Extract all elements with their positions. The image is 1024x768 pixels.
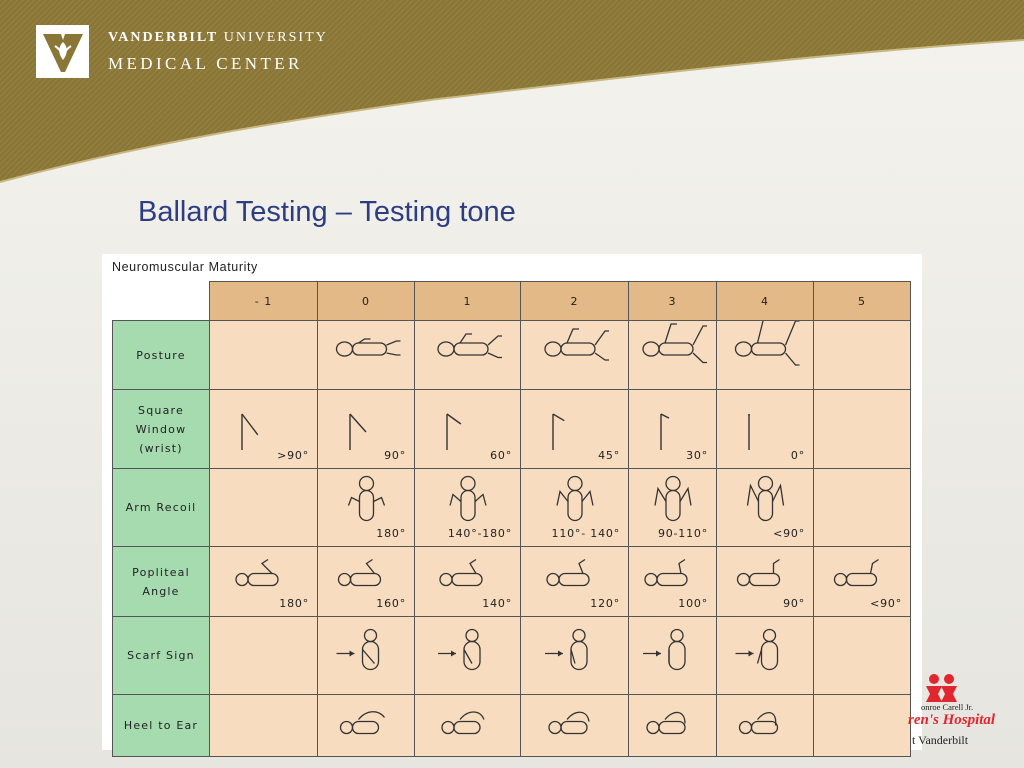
slide-title: Ballard Testing – Testing tone (138, 196, 516, 228)
brand-university (108, 30, 328, 46)
score-cell (717, 547, 814, 617)
table-row (113, 321, 911, 390)
score-cell (717, 695, 814, 757)
score-header: 4 (717, 282, 814, 321)
angle-label: 110°- 140° (551, 527, 620, 540)
score-cell (318, 469, 415, 547)
angle-label: 140°-180° (447, 527, 512, 540)
score-cell (210, 469, 318, 547)
score-cell (210, 390, 318, 469)
score-cell (521, 695, 629, 757)
score-cell (415, 469, 521, 547)
maneuver-illustration (318, 321, 415, 389)
maneuver-illustration (521, 321, 629, 389)
score-cell (210, 695, 318, 757)
score-cell (814, 617, 911, 695)
row-label (113, 695, 210, 757)
angle-label: 160° (376, 597, 406, 610)
maneuver-illustration (318, 695, 415, 756)
score-header: - 1 (210, 282, 318, 321)
row-label (113, 469, 210, 547)
brand-medical-center: MEDICAL CENTER (108, 54, 303, 73)
maneuver-illustration (415, 321, 521, 389)
maneuver-illustration (629, 617, 717, 694)
childrens-hospital-line2: ren's Hospital (908, 712, 996, 728)
childrens-hospital-line1: onroe Carell Jr. (921, 702, 974, 712)
score-cell (318, 321, 415, 390)
row-label (113, 547, 210, 617)
row-label (113, 321, 210, 390)
score-cell (318, 390, 415, 469)
angle-label: 140° (482, 597, 512, 610)
score-cell (415, 321, 521, 390)
score-cell (318, 547, 415, 617)
score-cell (415, 547, 521, 617)
corner-cell (113, 282, 210, 321)
angle-label: 0° (790, 449, 805, 462)
maneuver-illustration (717, 695, 814, 756)
score-cell (814, 547, 911, 617)
brand-vanderbilt: VANDERBILT (108, 30, 219, 45)
score-header: 2 (521, 282, 629, 321)
row-label-line: Window (135, 422, 187, 436)
score-cell (629, 617, 717, 695)
table-row (113, 617, 911, 695)
table-row (113, 469, 911, 547)
maneuver-illustration (717, 321, 814, 389)
angle-label: 30° (686, 449, 708, 462)
score-cell (210, 547, 318, 617)
maneuver-illustration (521, 617, 629, 694)
angle-label: 90-110° (657, 527, 708, 540)
score-cell (629, 547, 717, 617)
score-cell (629, 695, 717, 757)
angle-label: >90° (277, 449, 309, 462)
score-cell (521, 469, 629, 547)
row-label-line: Angle (142, 584, 180, 598)
angle-label: 45° (598, 449, 620, 462)
vanderbilt-logo (36, 25, 89, 78)
table-row (113, 390, 911, 469)
angle-label: 90° (384, 449, 406, 462)
maneuver-illustration (318, 617, 415, 694)
score-cell (521, 321, 629, 390)
score-header: 5 (814, 282, 911, 321)
score-header: 3 (629, 282, 717, 321)
row-label-line: Arm Recoil (125, 501, 197, 514)
score-cell (717, 321, 814, 390)
angle-label: 90° (783, 597, 805, 610)
score-cell (717, 469, 814, 547)
score-cell (318, 617, 415, 695)
maneuver-illustration (629, 695, 717, 756)
score-cell (521, 390, 629, 469)
score-cell (814, 695, 911, 757)
score-cell (629, 469, 717, 547)
row-label (113, 390, 210, 469)
table-row (113, 695, 911, 757)
score-cell (415, 390, 521, 469)
score-cell (415, 617, 521, 695)
row-label (113, 617, 210, 695)
maneuver-illustration (717, 617, 814, 694)
angle-label: <90° (870, 597, 902, 610)
score-cell (521, 617, 629, 695)
row-label-line: Square (138, 403, 184, 417)
row-label-line: Posture (136, 348, 186, 362)
score-cell (521, 547, 629, 617)
score-cell (629, 390, 717, 469)
header-row (113, 282, 911, 321)
ballard-chart (102, 254, 922, 750)
brand-university-word: UNIVERSITY (218, 30, 328, 45)
maneuver-illustration (521, 695, 629, 756)
maneuver-illustration (629, 321, 717, 389)
row-label-line: Popliteal (132, 565, 190, 579)
score-header: 0 (318, 282, 415, 321)
chart-title: Neuromuscular Maturity (112, 260, 258, 274)
maneuver-illustration (415, 617, 521, 694)
score-header: 1 (415, 282, 521, 321)
row-label-line: Heel to Ear (123, 719, 199, 732)
row-label-line: (wrist) (139, 441, 183, 455)
angle-label: 60° (490, 449, 512, 462)
children-figures-icon (912, 672, 1020, 706)
score-cell (814, 469, 911, 547)
table-row (113, 547, 911, 617)
angle-label: 180° (376, 527, 406, 540)
score-cell (814, 321, 911, 390)
angle-label: <90° (773, 527, 805, 540)
score-cell (814, 390, 911, 469)
neuromuscular-table (112, 281, 911, 757)
score-cell (717, 617, 814, 695)
score-cell (210, 617, 318, 695)
angle-label: 100° (678, 597, 708, 610)
angle-label: 120° (590, 597, 620, 610)
score-cell (629, 321, 717, 390)
vanderbilt-oak-icon (41, 30, 85, 74)
score-cell (210, 321, 318, 390)
row-label-line: Scarf Sign (127, 649, 195, 662)
score-cell (717, 390, 814, 469)
score-cell (318, 695, 415, 757)
angle-label: 180° (279, 597, 309, 610)
childrens-hospital-line3: t Vanderbilt (912, 733, 969, 747)
maneuver-illustration (415, 695, 521, 756)
score-cell (415, 695, 521, 757)
